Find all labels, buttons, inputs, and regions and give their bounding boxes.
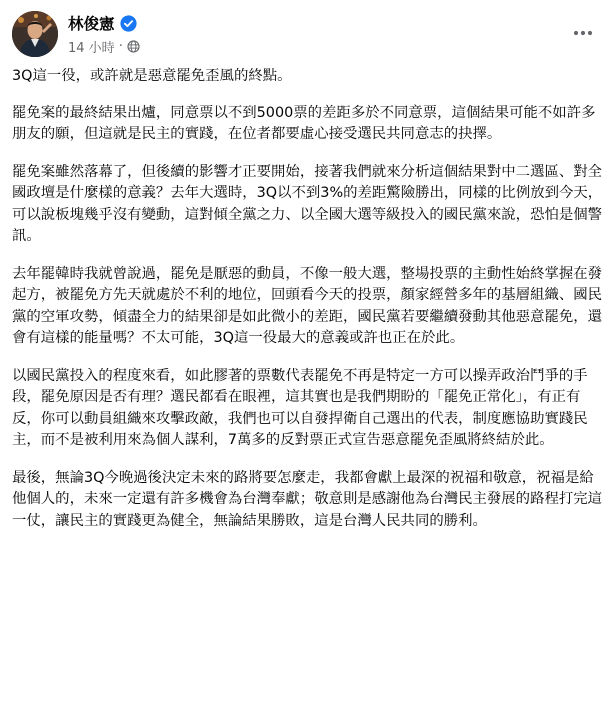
author-avatar[interactable] bbox=[12, 11, 58, 57]
meta-separator: · bbox=[118, 39, 123, 54]
post-paragraph: 罷免案雖然落幕了，但後續的影響才正要開始，接著我們就來分析這個結果對中二選區、對全國政壇是什麼樣的意義？去年大選時，3Q以不到3%的差距驚險勝出，同樣的比例放到今天，可以說板塊幾乎沒有變動，這對傾全黨之力、以全國大選等級投入的國民黨來說，恐怕是個警訊。 bbox=[12, 163, 603, 244]
globe-icon[interactable] bbox=[127, 40, 140, 53]
post-paragraph: 3Q這一役，或許就是惡意罷免歪風的終點。 bbox=[12, 68, 292, 84]
post-header bbox=[12, 11, 603, 59]
post-timestamp[interactable]: 14 小時 bbox=[68, 41, 115, 56]
author-line bbox=[68, 13, 137, 33]
more-options-icon bbox=[573, 30, 593, 36]
post-paragraph: 罷免案的最終結果出爐，同意票以不到5000票的差距多於不同意票，這個結果可能不如許多朋友的願，但這就是民主的實踐，在位者都要虛心接受選民共同意志的抉擇。 bbox=[12, 104, 596, 142]
post-paragraph: 最後，無論3Q今晚過後決定未來的路將要怎麼走，我都會獻上最深的祝福和敬意，祝福是給他個人的，未來一定還有許多機會為台灣奉獻；敬意則是感謝他為台灣民主發展的路程打完這一仗，讓民主的實踐更為健全，無論結果勝敗，這是台灣人民共同的勝利。 bbox=[12, 469, 603, 529]
more-options-button[interactable] bbox=[567, 19, 599, 47]
author-name[interactable]: 林俊憲 bbox=[68, 15, 115, 33]
post-paragraph: 以國民黨投入的程度來看，如此膠著的票數代表罷免不再是特定一方可以操弄政治鬥爭的手段，罷免原因是否有理？選民都看在眼裡，這其實也是我們期盼的「罷免正常化」，有正有反，你可以動員組織來攻擊政敵，我們也可以自發捍衛自己選出的代表，制度應協助實踐民主，而不是被利用來為個人謀利，7萬多的反對票正式宣告惡意罷免歪風將終結於此。 bbox=[12, 367, 588, 448]
post-body bbox=[12, 66, 605, 548]
post-paragraph: 去年罷韓時我就曾說過，罷免是厭惡的動員，不像一般大選，整場投票的主動性始終掌握在發起方，被罷免方先天就處於不利的地位，回頭看今天的投票，顏家經營多年的基層組織、國民黨的空軍攻勢，傾盡全力的結果卻是如此微小的差距，國民黨若要繼續發動其他惡意罷免，還會有這樣的能量嗎？不太可能，3Q這一役最大的意義或許也正在於此。 bbox=[12, 265, 603, 346]
post-meta bbox=[68, 38, 140, 55]
verified-badge-icon bbox=[120, 15, 137, 32]
